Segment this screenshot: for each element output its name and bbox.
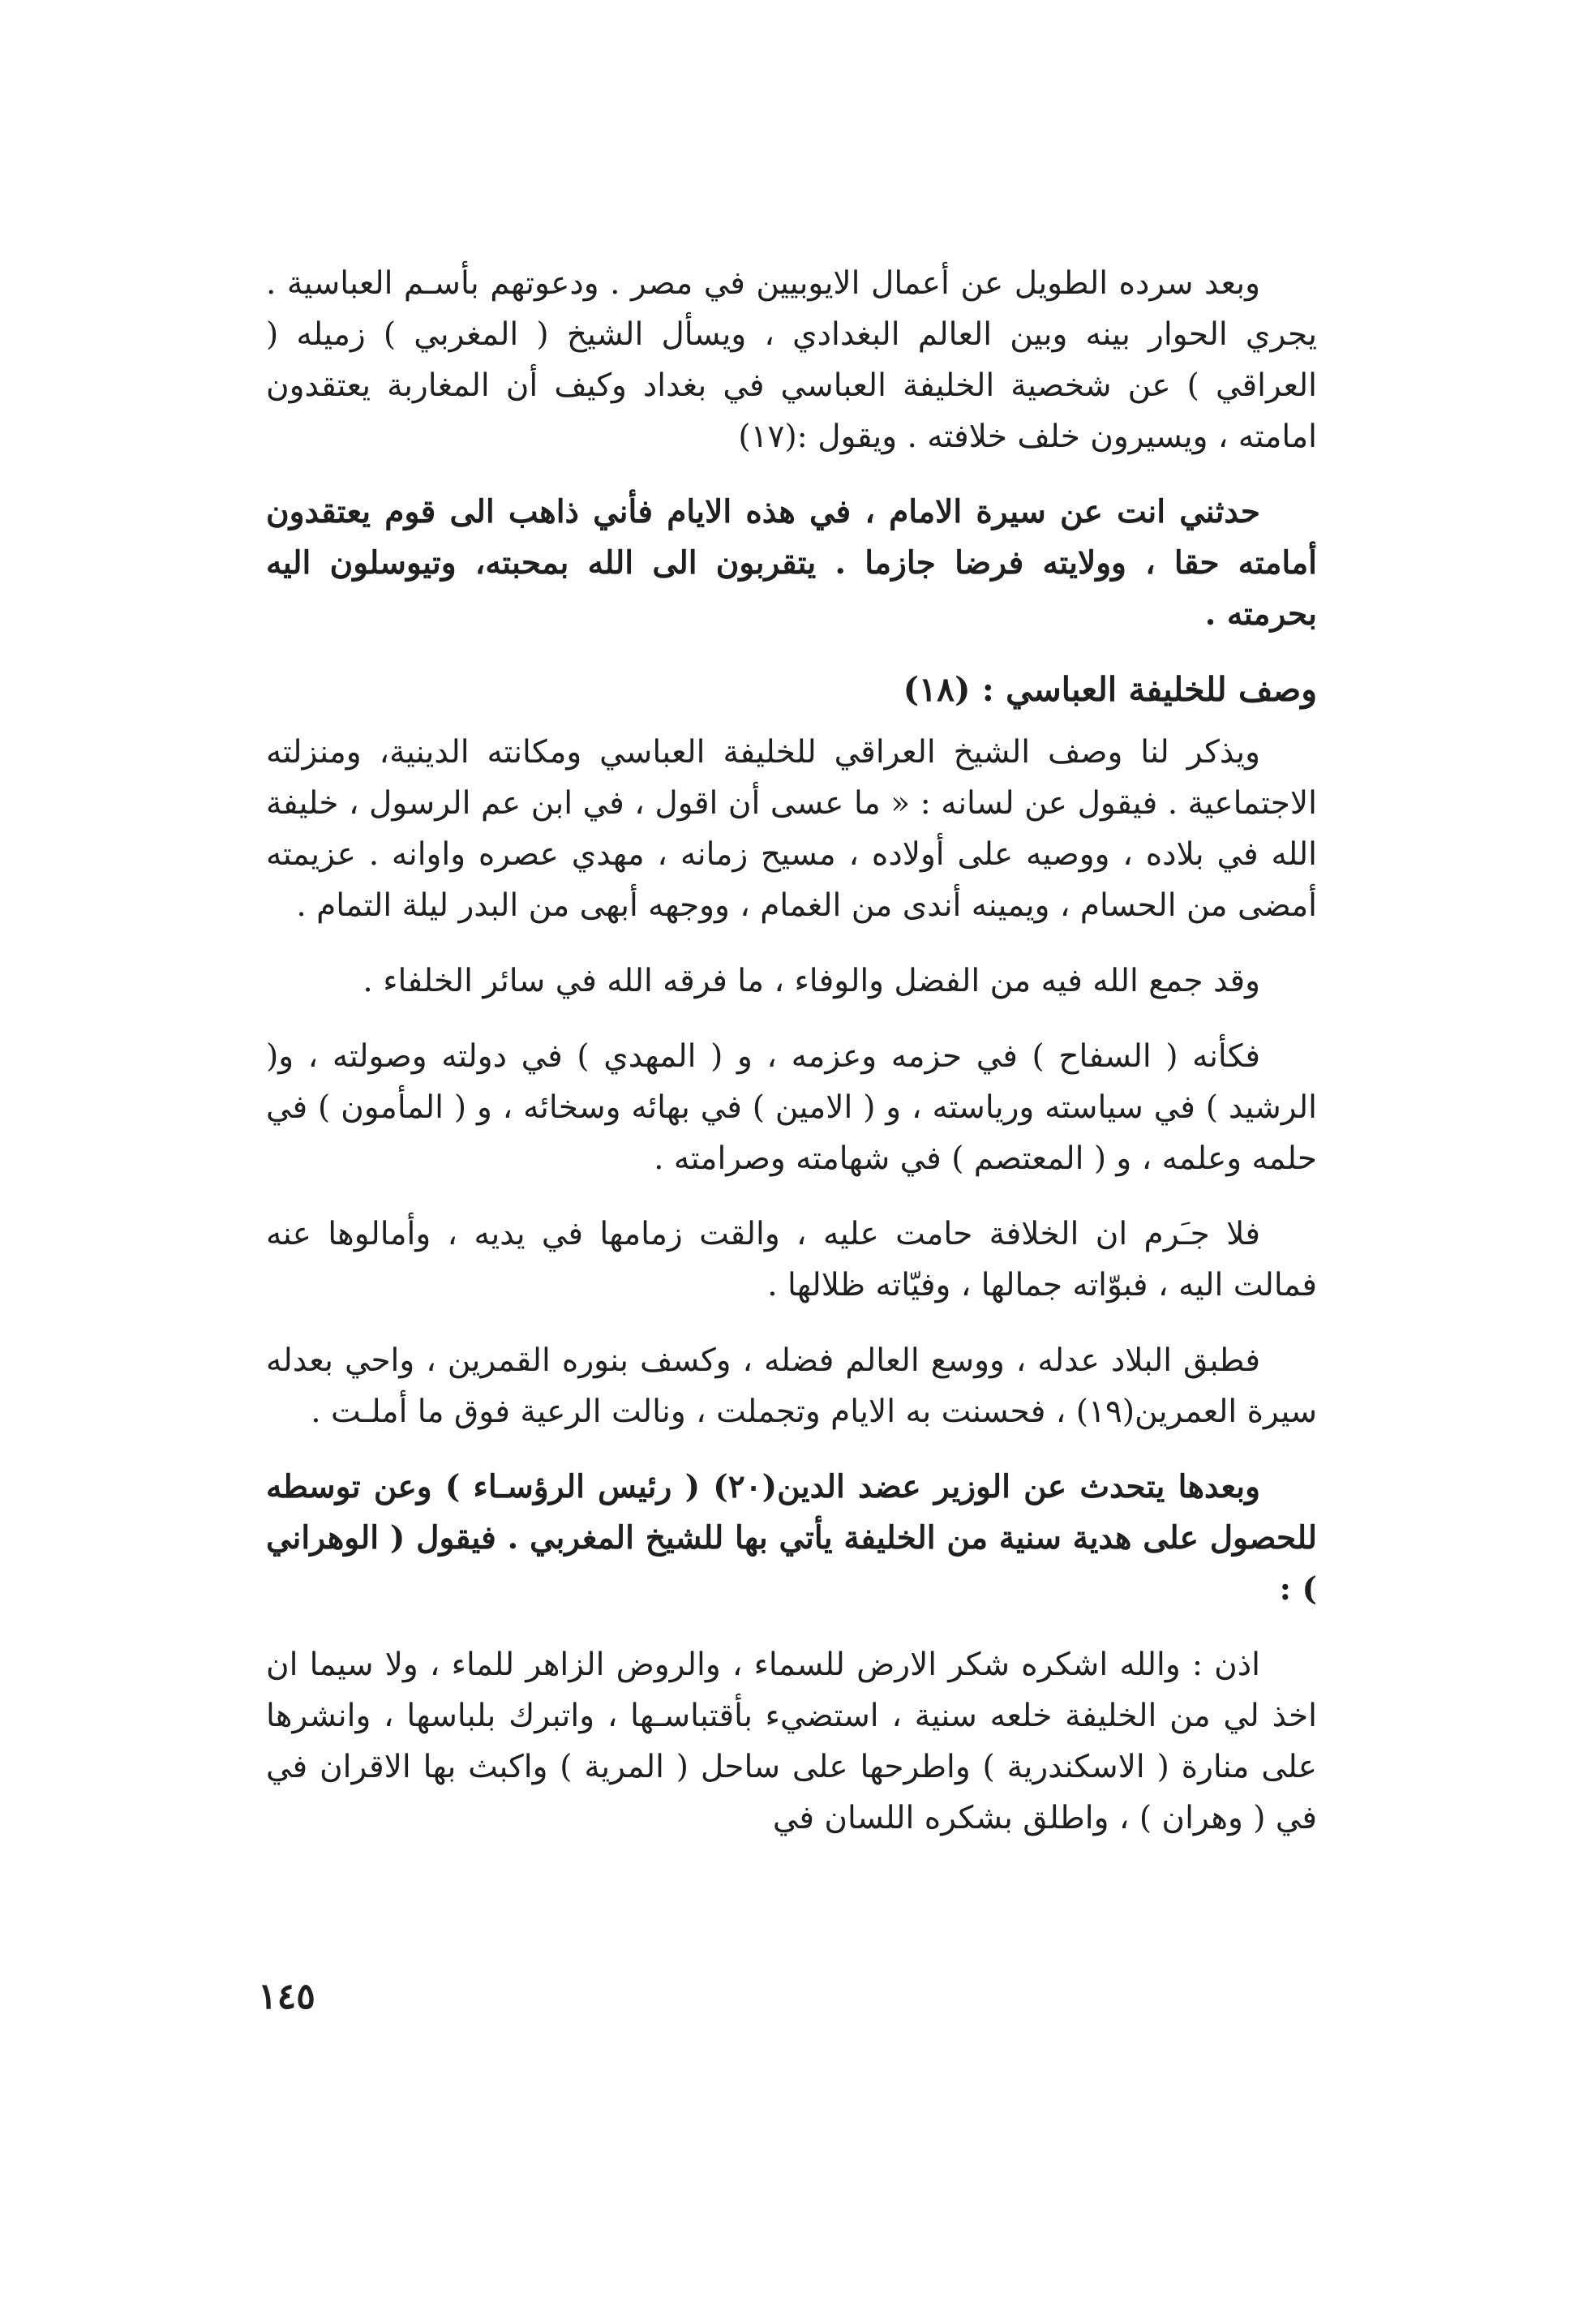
- paragraph-6: فلا جـَرم ان الخلافة حامت عليه ، والقت زمامها في يديه ، وأمالوها عنه فمالت اليه ، فبوّاته جمالها ، وفيّاته ظلالها .: [266, 1216, 1317, 1303]
- paragraph-9: اذن : والله اشكره شكر الارض للسماء ، والروض الزاهر للماء ، ولا سيما ان اخذ لي من الخليفة خلعه سنية ، استضيء بأقتباسـها ، واتبرك بلباسها ، وانشرها على منارة ( الاسكندرية ) واطرحها على ساحل ( المرية ) واكبث بها الاقران في في ( وهران ) ، واطلق بشكره اللسان في: [266, 1647, 1317, 1836]
- paragraph-2: حدثني انت عن سيرة الامام ، في هذه الايام فأني ذاهب الى قوم يعتقدون أمامته حقا ، وولايته فرضا جازما . يتقربون الى الله بمحبته، وتيوسلون اليه بحرمته .: [266, 493, 1317, 633]
- paragraph-5: فكأنه ( السفاح ) في حزمه وعزمه ، و ( المهدي ) في دولته وصولته ، و( الرشيد ) في سياسته ورياسته ، و ( الامين ) في بهائه وسخائه ، و ( المأمون ) في حلمه وعلمه ، و ( المعتصم ) في شهامته وصرامته .: [266, 1038, 1317, 1177]
- paragraph-7: فطبق البلاد عدله ، ووسع العالم فضله ، وكسف بنوره القمرين ، واحي بعدله سيرة العمرين(١٩) ، فحسنت به الايام وتجملت ، ونالت الرعية فوق ما أملـت .: [266, 1342, 1317, 1430]
- section-heading: وصف للخليفة العباسي : (١٨): [903, 670, 1317, 709]
- paragraph-4: وقد جمع الله فيه من الفضل والوفاء ، ما فرقه الله في سائر الخلفاء .: [363, 963, 1260, 999]
- body-text: [266, 258, 1317, 1868]
- paragraph-1: وبعد سرده الطويل عن أعمال الايوبيين في مصر . ودعوتهم بأسـم العباسية . يجري الحوار بينه وبين العالم البغدادي ، ويسأل الشيخ ( المغربي ) زميله ( العراقي ) عن شخصية الخليفة العباسي في بغداد وكيف أن المغاربة يعتقدون امامته ، ويسيرون خلف خلافته . ويقول :(١٧): [266, 265, 1317, 455]
- paragraph-3: ويذكر لنا وصف الشيخ العراقي للخليفة العباسي ومكانته الدينية، ومنزلته الاجتماعية . فيقول عن لسانه : « ما عسى أن اقول ، في ابن عم الرسول ، خليفة الله في بلاده ، ووصيه على أولاده ، مسيح زمانه ، مهدي عصره واوانه . عزيمته أمضى من الحسام ، ويمينه أندى من الغمام ، ووجهه أبهى من البدر ليلة التمام .: [266, 734, 1317, 924]
- paragraph-8: وبعدها يتحدث عن الوزير عضد الدين(٢٠) ( رئيس الرؤسـاء ) وعن توسطه للحصول على هدية سنية من الخليفة يأتي بها للشيخ المغربي . فيقول ( الوهراني ) :: [266, 1468, 1317, 1608]
- page-number: ١٤٥: [258, 1976, 315, 2017]
